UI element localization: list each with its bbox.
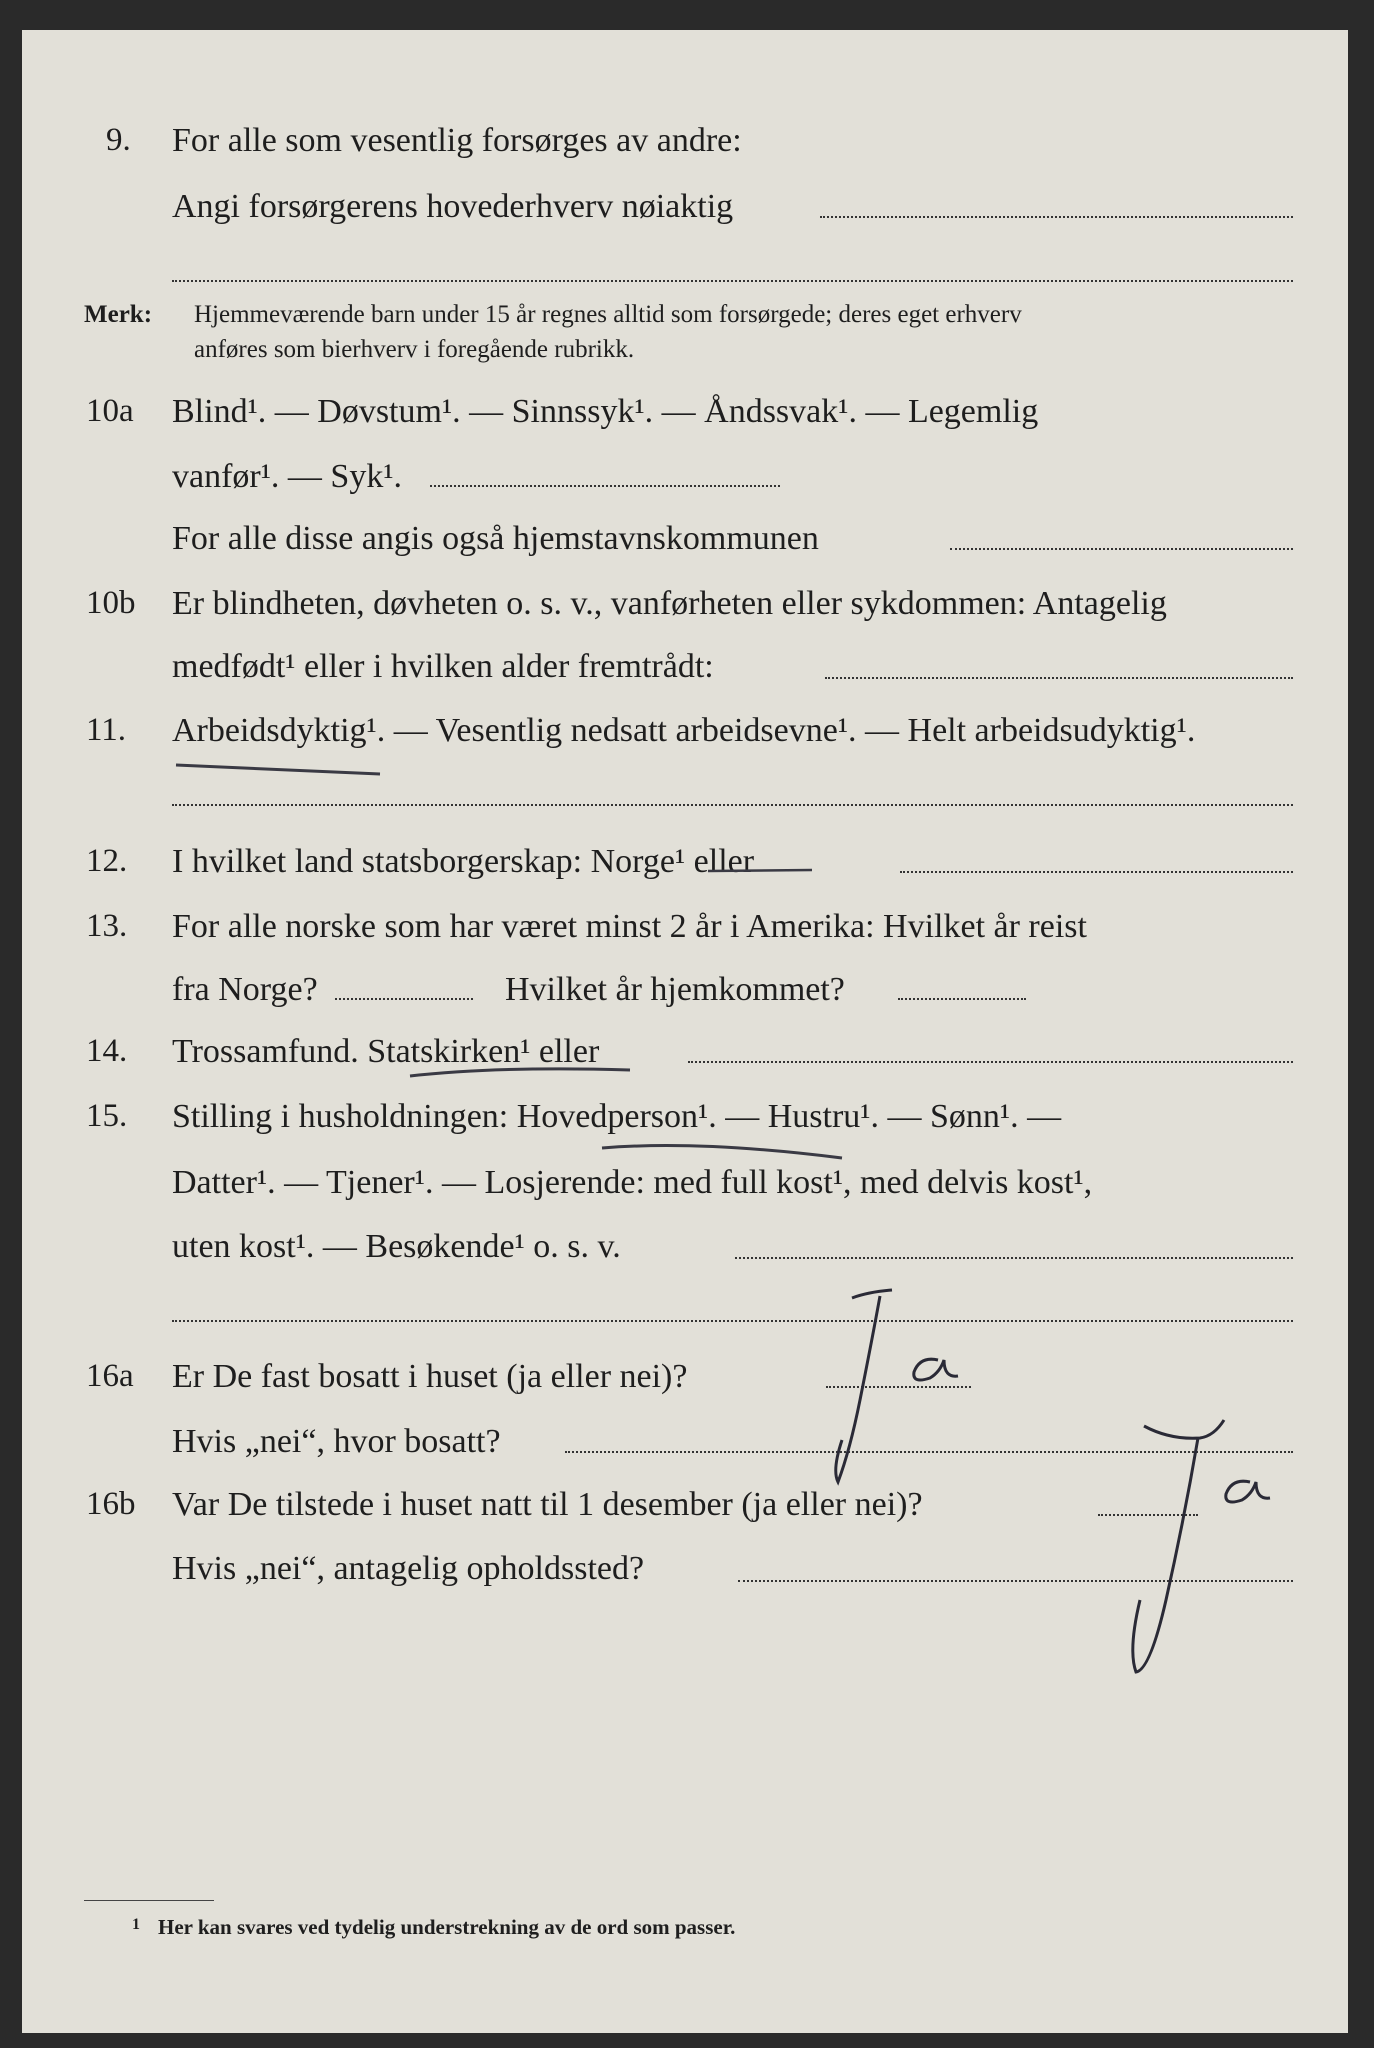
underline-statskirken <box>410 1069 630 1076</box>
handwritten-ja-16a <box>836 1290 958 1482</box>
footnote-text: Her kan svares ved tydelig understrekning av de ord som passer. <box>158 1915 736 1939</box>
q10a-line2: vanfør¹. — Syk¹. <box>172 458 403 495</box>
q10b-number: 10b <box>86 585 136 621</box>
q12-number: 12. <box>86 843 128 879</box>
q15-line3: uten kost¹. — Besøkende¹ o. s. v. <box>172 1228 621 1265</box>
q10a-line3: For alle disse angis også hjemstavnskommunen <box>172 520 819 557</box>
q11-number: 11. <box>86 712 127 748</box>
q10b-line1: Er blindheten, døvheten o. s. v., vanførheten eller sykdommen: Antagelig <box>172 585 1167 622</box>
q10a-number: 10a <box>86 393 134 429</box>
q10a-line1: Blind¹. — Døvstum¹. — Sinnssyk¹. — Åndssvak¹. — Legemlig <box>172 393 1039 430</box>
q11-line1: Arbeidsdyktig¹. — Vesentlig nedsatt arbeidsevne¹. — Helt arbeidsudyktig¹. <box>172 712 1196 749</box>
q12-line1: I hvilket land statsborgerskap: Norge¹ eller <box>172 843 755 880</box>
q9-line1: For alle som vesentlig forsørges av andre: <box>172 122 742 159</box>
q13-line2b: Hvilket år hjemkommet? <box>505 971 845 1008</box>
underline-norge <box>708 870 812 871</box>
q14-line1: Trossamfund. Statskirken¹ eller <box>172 1033 600 1070</box>
q9-line2: Angi forsørgerens hovederhverv nøiaktig <box>172 188 734 225</box>
q16b-number: 16b <box>86 1486 136 1522</box>
underline-arbeidsdyktig <box>176 765 380 774</box>
q16b-line2: Hvis „nei“, antagelig opholdssted? <box>172 1550 645 1587</box>
q13-line1: For alle norske som har været minst 2 år i Amerika: Hvilket år reist <box>172 908 1087 945</box>
q16a-line1: Er De fast bosatt i huset (ja eller nei)? <box>172 1358 688 1395</box>
q15-line2: Datter¹. — Tjener¹. — Losjerende: med full kost¹, med delvis kost¹, <box>172 1164 1093 1201</box>
underline-hovedperson <box>602 1146 842 1158</box>
q14-number: 14. <box>86 1033 128 1069</box>
q16a-line2: Hvis „nei“, hvor bosatt? <box>172 1423 501 1460</box>
handwritten-ja-16b <box>1133 1420 1270 1672</box>
q9-number: 9. <box>106 122 131 158</box>
q15-line1: Stilling i husholdningen: Hovedperson¹. — Hustru¹. — Sønn¹. — <box>172 1098 1062 1135</box>
q16b-line1: Var De tilstede i huset natt til 1 desember (ja eller nei)? <box>172 1486 923 1523</box>
q13-line2a: fra Norge? <box>172 971 318 1008</box>
merk-line2: anføres som bierhverv i foregående rubrikk. <box>194 336 635 363</box>
merk-label: Merk: <box>84 301 153 328</box>
q13-number: 13. <box>86 908 128 944</box>
q16a-number: 16a <box>86 1358 134 1394</box>
q15-number: 15. <box>86 1098 128 1134</box>
footnote-marker: 1 <box>132 1916 140 1933</box>
merk-line1: Hjemmeværende barn under 15 år regnes alltid som forsørgede; deres eget erhverv <box>194 301 1022 328</box>
q10b-line2: medfødt¹ eller i hvilken alder fremtrådt: <box>172 648 714 685</box>
